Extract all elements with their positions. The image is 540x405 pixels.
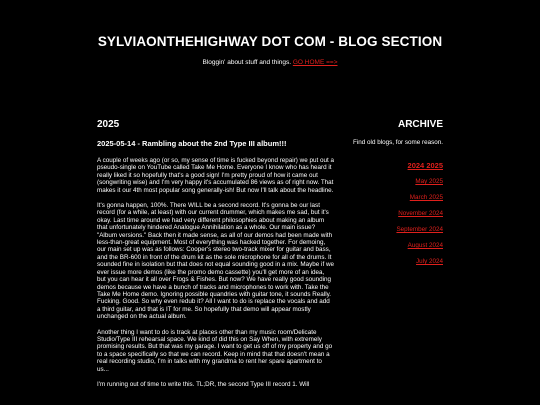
post-paragraph: Another thing I want to do is track at places other than my music room/Delicate Studio/Type III rehearsal space. We kind of did this on Say When, with extremely promising results. But that was my garage. I want to get us off of my property and go to a space specifically so that we can record. Keep in mind that that doesn't mean a real recording studio, I'm in talks with my grandma to rent her spare apartment to us... — [97, 328, 333, 373]
post-body — [97, 157, 334, 396]
archive-link-july-2024[interactable]: July 2024 — [416, 258, 443, 265]
tagline — [0, 59, 540, 66]
archive-link-september-2024[interactable]: September 2024 — [396, 226, 443, 233]
post-paragraph: A couple of weeks ago (or so, my sense of time is fucked beyond repair) we put out a pseudo-single on YouTube called Take Me Home. Everyone I know who has heard it really liked it so hopefully that's a good sign! I'm pretty proud of how it came out (songwriting wise) and I'm very happy it's accumulated 86 views as of right now. That makes it our 4th most popular song generally-ish! But now I'll talk about the headline. — [97, 157, 334, 194]
post-paragraph: It's gonna happen, 100%. There WILL be a second record. It's gonna be our last record (for a while, at least) with our current drummer, which makes me sad, but it's okay. Last time around we had very different philosophies about making an album that unfortunately hindered Analogue Annihilation as a whole. Our main issue? "Album versions." Back then it made sense, as all of our demos had been made with less-than-great equipment. Most of everything was hacked together. For demoing, our main set up was as follows: Cooper's stereo two-track mixer for guitar and bass, and the BR-600 in front of the drum kit as the sole microphone for all of the drums. It sounded fine in isolation but that does not equal sounding good in a mix. Maybe if we ever issue more demos (like the promo demo cassette) you'll get more of an idea, but you can hear it all over Frogs & Fishes. But now? We have really good sounding demos because we have a bunch of tracks and microphones to work with. Take the Take Me Home demo. Ignoring possible quandries with guitar tone, it sounds Really. Fucking. Good. So why even redub it? All I want to do is replace the vocals and add a third guitar, and that is IT for me. So hopefully that demo will appear mostly unchanged on the actual album. — [97, 202, 334, 321]
archive-years — [380, 161, 443, 170]
year-heading: 2025 — [97, 119, 120, 130]
post-paragraph: I'm running out of time to write this. TL;DR, the second Type III record 1. Will — [97, 380, 310, 388]
archive-link-may-2025[interactable]: May 2025 — [415, 178, 443, 185]
post-title: 2025-05-14 - Rambling about the 2nd Type III album!!! — [97, 139, 287, 148]
site-title: SYLVIAONTHEHIGHWAY DOT COM - BLOG SECTION — [97, 34, 443, 49]
archive-link-november-2024[interactable]: November 2024 — [398, 210, 443, 217]
archive-link-march-2025[interactable]: March 2025 — [409, 194, 443, 201]
go-home-link[interactable]: GO HOME ==> — [292, 59, 338, 66]
archive-heading: ARCHIVE — [397, 119, 443, 130]
tagline-text: Bloggin' about stuff and things. — [202, 59, 292, 66]
archive-link-august-2024[interactable]: August 2024 — [407, 242, 443, 249]
archive-subtitle: Find old blogs, for some reason. — [353, 139, 443, 146]
archive-year-links[interactable]: 2024 2025 — [407, 161, 443, 170]
archive-month-list — [340, 178, 443, 274]
